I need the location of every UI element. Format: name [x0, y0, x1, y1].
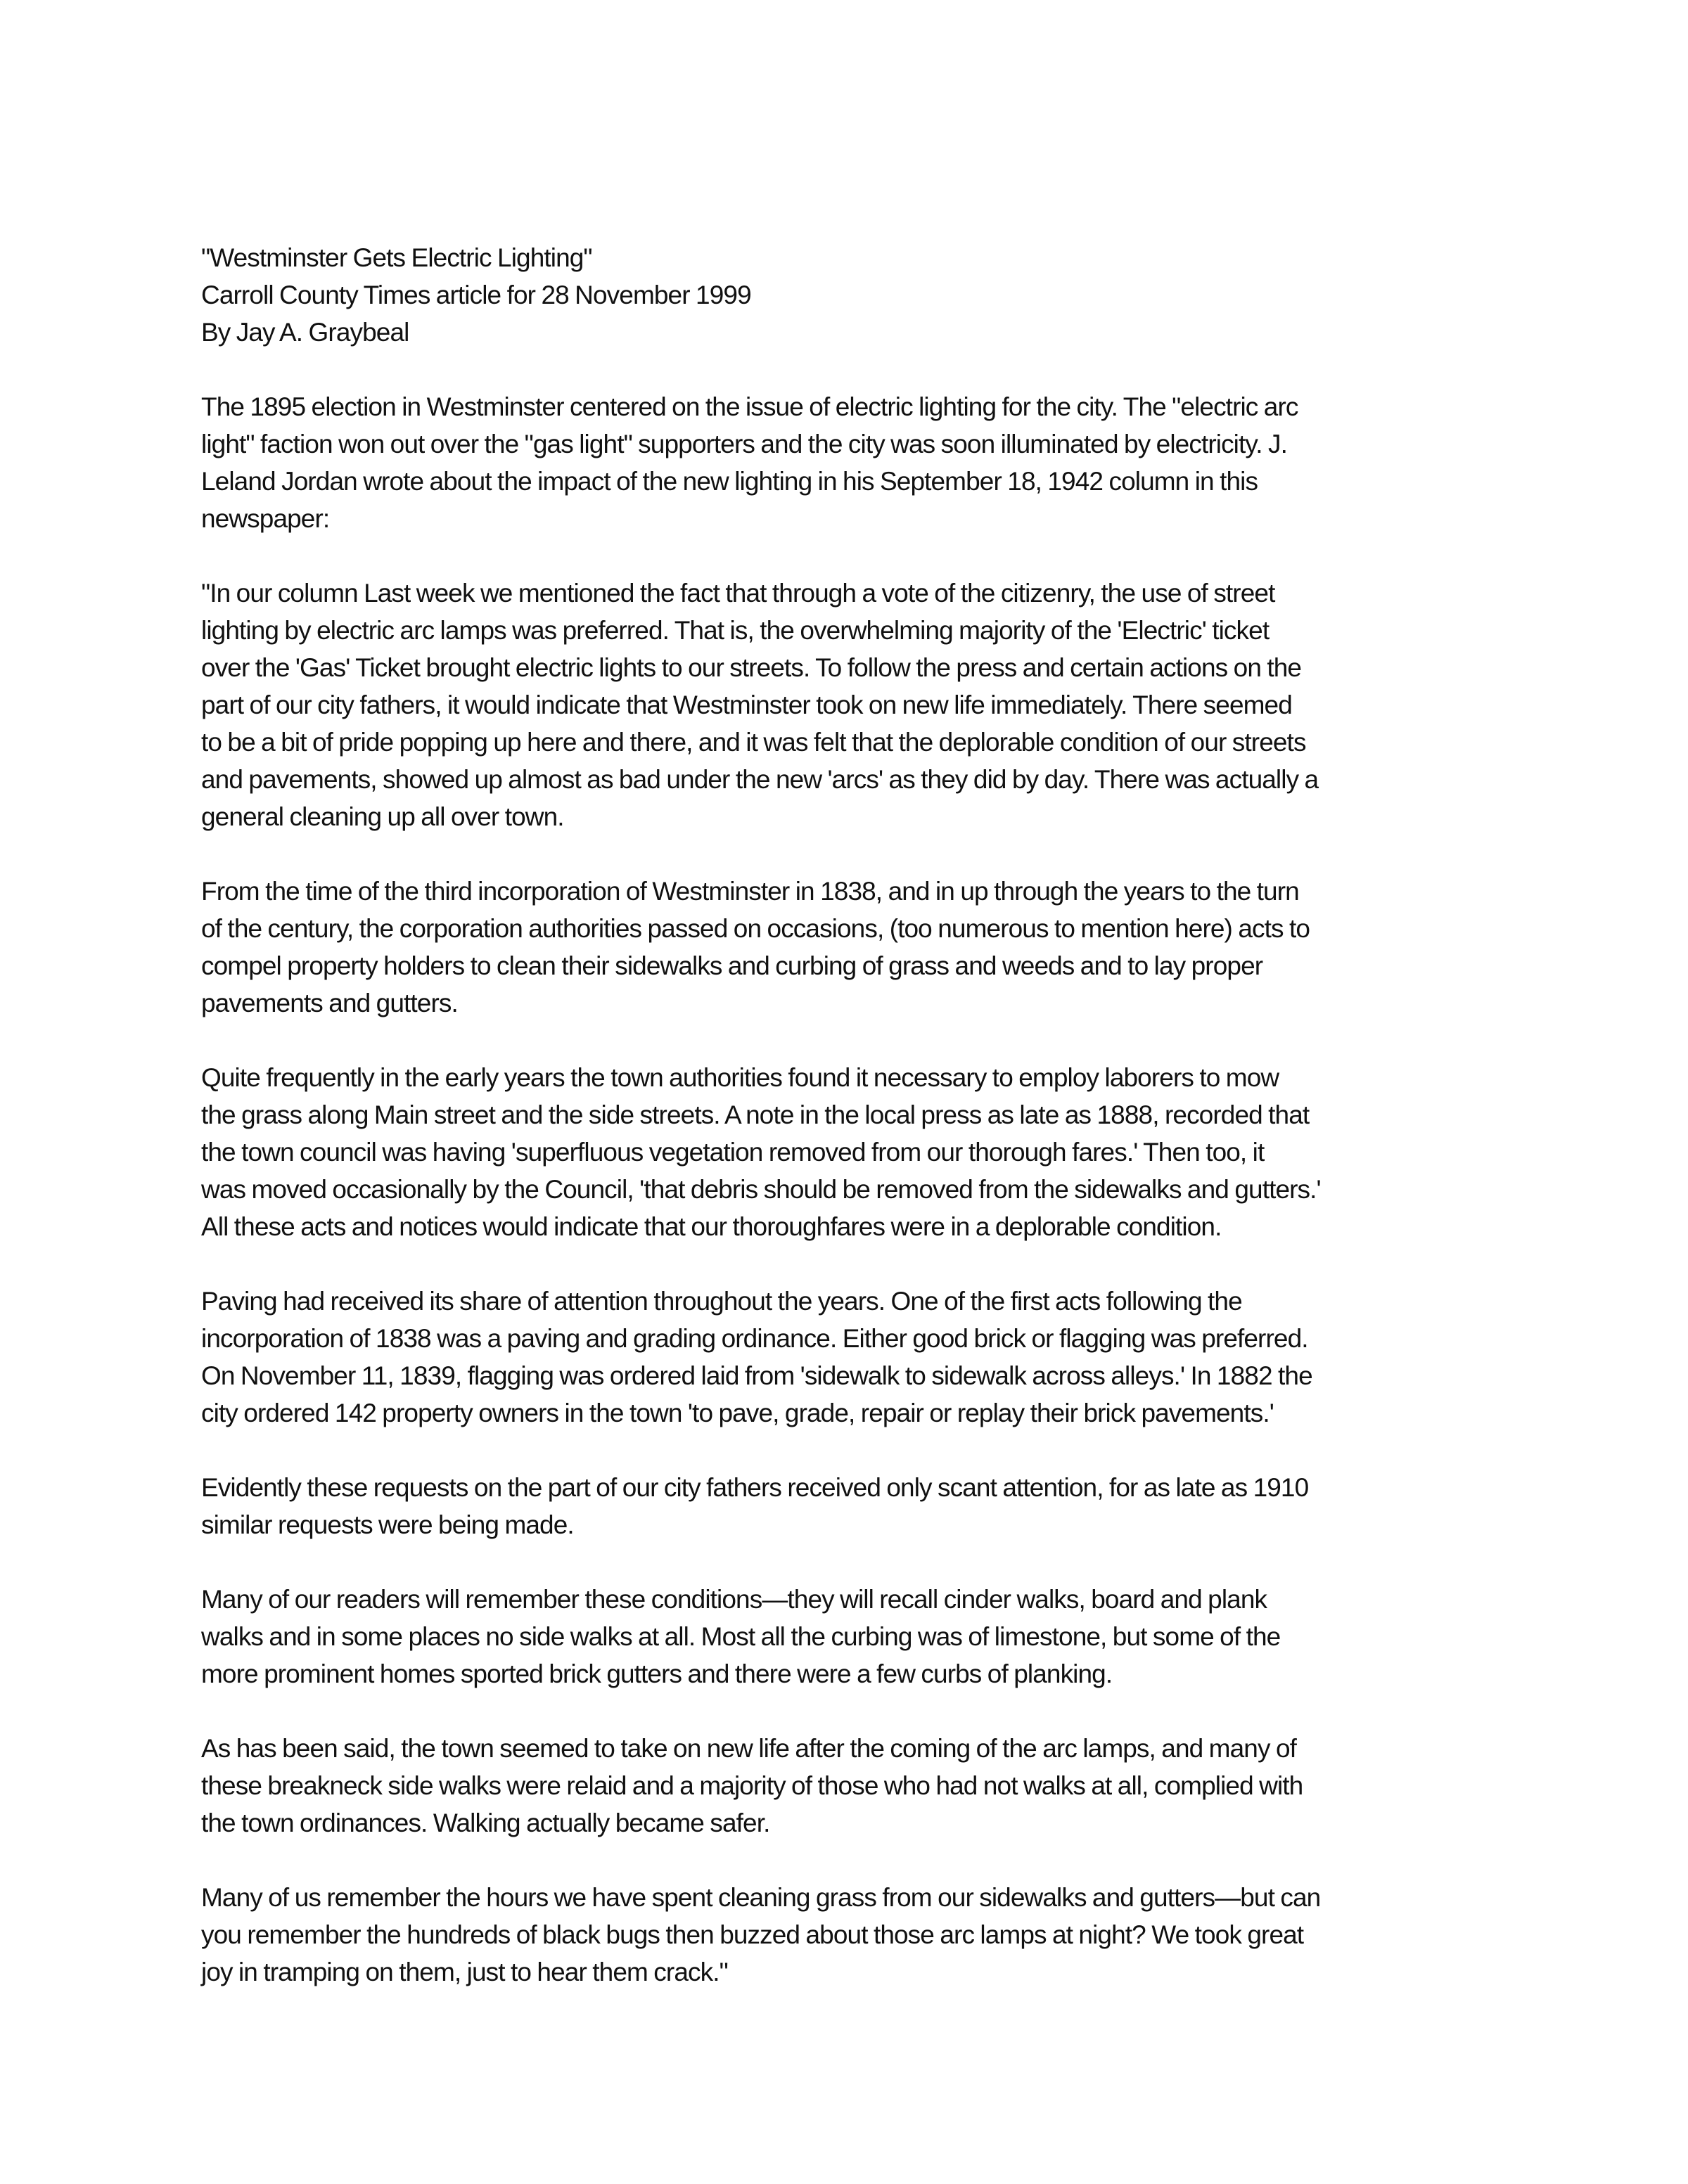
paragraph-line: pavements and gutters. — [201, 989, 458, 1017]
paragraph — [201, 873, 1537, 1022]
paragraph-line: On November 11, 1839, flagging was ordered laid from 'sidewalk to sidewalk across alleys.' In 1882 the — [201, 1361, 1312, 1390]
paragraph-line: city ordered 142 property owners in the town 'to pave, grade, repair or replay their brick pavements.' — [201, 1399, 1274, 1427]
paragraph-line: incorporation of 1838 was a paving and grading ordinance. Either good brick or flagging was preferred. — [201, 1324, 1308, 1353]
paragraph — [201, 1283, 1537, 1432]
paragraph-line: Many of us remember the hours we have spent cleaning grass from our sidewalks and gutters—but can — [201, 1883, 1321, 1912]
paragraph-line: Quite frequently in the early years the town authorities found it necessary to employ laborers to mow — [201, 1063, 1279, 1092]
paragraph-line: As has been said, the town seemed to take on new life after the coming of the arc lamps, and many of — [201, 1734, 1296, 1763]
article-title: "Westminster Gets Electric Lighting" — [201, 243, 592, 272]
paragraph — [201, 1469, 1537, 1543]
paragraph-line: to be a bit of pride popping up here and there, and it was felt that the deplorable condition of our streets — [201, 728, 1306, 757]
paragraph-line: lighting by electric arc lamps was preferred. That is, the overwhelming majority of the 'Electric' ticket — [201, 616, 1270, 645]
paragraph-line: Evidently these requests on the part of our city fathers received only scant attention, for as late as 1910 — [201, 1473, 1309, 1502]
paragraph-line: over the 'Gas' Ticket brought electric lights to our streets. To follow the press and certain actions on the — [201, 653, 1302, 682]
paragraph-line: From the time of the third incorporation of Westminster in 1838, and in up through the years to the turn — [201, 877, 1299, 906]
paragraph-line: these breakneck side walks were relaid and a majority of those who had not walks at all, complied with — [201, 1771, 1303, 1800]
paragraph-line: the town ordinances. Walking actually became safer. — [201, 1809, 770, 1837]
paragraph — [201, 1581, 1537, 1692]
paragraph-line: similar requests were being made. — [201, 1510, 574, 1539]
paragraph-line: was moved occasionally by the Council, 'that debris should be removed from the sidewalks and gutters.' — [201, 1175, 1321, 1204]
paragraph-line: light" faction won out over the "gas light" supporters and the city was soon illuminated by electricity. J. — [201, 430, 1287, 458]
paragraph-line: Many of our readers will remember these conditions—they will recall cinder walks, board and plank — [201, 1585, 1267, 1614]
paragraph-line: All these acts and notices would indicate that our thoroughfares were in a deplorable condition. — [201, 1212, 1222, 1241]
paragraph-line: the town council was having 'superfluous vegetation removed from our thorough fares.' Then too, it — [201, 1138, 1265, 1167]
paragraph-line: "In our column Last week we mentioned the fact that through a vote of the citizenry, the use of street — [201, 579, 1275, 608]
paragraph-line: Paving had received its share of attention throughout the years. One of the first acts following the — [201, 1287, 1242, 1316]
paragraph-line: more prominent homes sported brick gutters and there were a few curbs of planking. — [201, 1659, 1113, 1688]
paragraph — [201, 388, 1537, 537]
paragraph — [201, 1879, 1537, 1991]
paragraph-line: general cleaning up all over town. — [201, 802, 564, 831]
paragraph — [201, 1059, 1537, 1245]
paragraph-line: newspaper: — [201, 504, 330, 533]
paragraph-line: Leland Jordan wrote about the impact of the new lighting in his September 18, 1942 column in this — [201, 467, 1258, 496]
paragraph-line: part of our city fathers, it would indicate that Westminster took on new life immediately. There seemed — [201, 690, 1292, 719]
article-source: Carroll County Times article for 28 November 1999 — [201, 281, 751, 309]
paragraph-line: compel property holders to clean their sidewalks and curbing of grass and weeds and to lay proper — [201, 951, 1263, 980]
article-body — [201, 388, 1537, 1991]
paragraph-line: joy in tramping on them, just to hear them crack." — [201, 1958, 728, 1986]
paragraph-line: you remember the hundreds of black bugs then buzzed about those arc lamps at night? We took great — [201, 1920, 1304, 1949]
article-header — [201, 239, 1537, 351]
article-byline: By Jay A. Graybeal — [201, 318, 409, 347]
paragraph-line: and pavements, showed up almost as bad under the new 'arcs' as they did by day. There was actually a — [201, 765, 1319, 794]
document-page — [201, 239, 1537, 2028]
paragraph-line: the grass along Main street and the side streets. A note in the local press as late as 1888, recorded that — [201, 1100, 1310, 1129]
paragraph-line: of the century, the corporation authorities passed on occasions, (too numerous to mention here) acts to — [201, 914, 1310, 943]
paragraph-line: walks and in some places no side walks at all. Most all the curbing was of limestone, but some of the — [201, 1622, 1281, 1651]
paragraph — [201, 1730, 1537, 1842]
paragraph — [201, 574, 1537, 835]
paragraph-line: The 1895 election in Westminster centered on the issue of electric lighting for the city. The "electric arc — [201, 392, 1298, 421]
